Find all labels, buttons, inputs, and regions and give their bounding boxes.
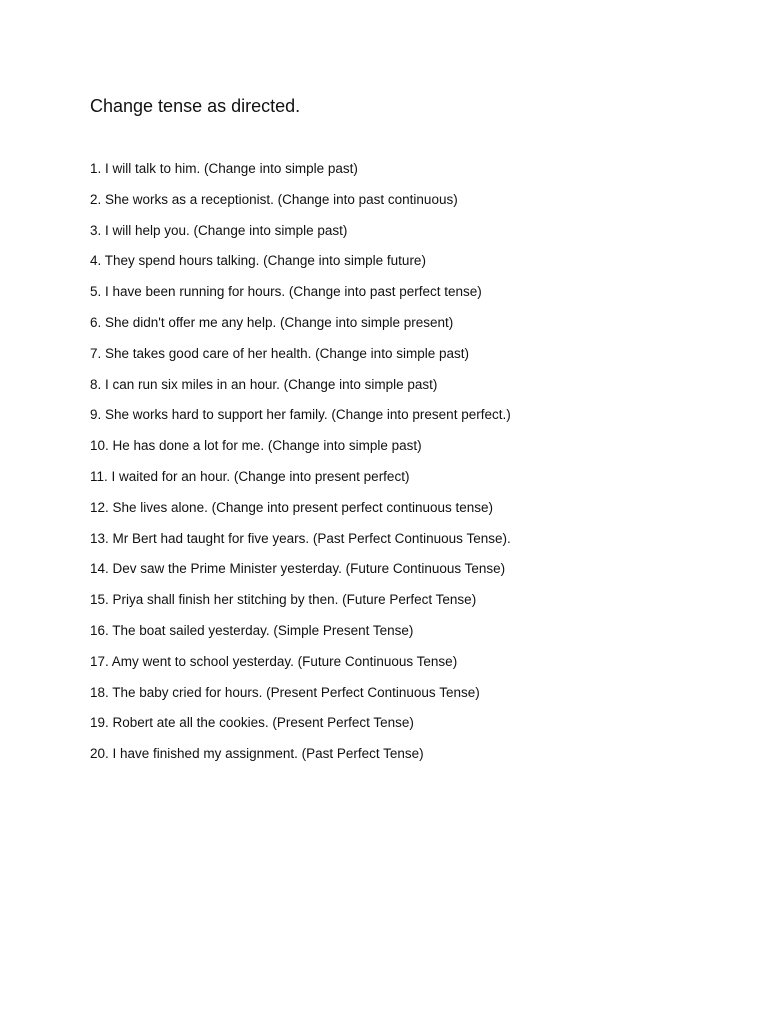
question-item: 12. She lives alone. (Change into present perfect continuous tense) [90,499,494,515]
question-item: 14. Dev saw the Prime Minister yesterday. (Future Continuous Tense) [90,561,506,577]
question-item: 8. I can run six miles in an hour. (Change into simple past) [90,376,438,392]
question-item: 15. Priya shall finish her stitching by then. (Future Perfect Tense) [90,592,477,608]
question-item: 6. She didn't offer me any help. (Change into simple present) [90,314,454,330]
question-item: 4. They spend hours talking. (Change into simple future) [90,253,426,269]
question-item: 3. I will help you. (Change into simple past) [90,222,348,238]
question-list [90,158,511,774]
question-item: 9. She works hard to support her family. (Change into present perfect.) [90,407,511,423]
question-item: 20. I have finished my assignment. (Past Perfect Tense) [90,746,424,762]
page-title: Change tense as directed. [90,96,301,116]
question-item: 1. I will talk to him. (Change into simple past) [90,161,358,176]
question-item: 2. She works as a receptionist. (Change into past continuous) [90,191,458,207]
question-item: 11. I waited for an hour. (Change into present perfect) [90,468,410,484]
question-item: 17. Amy went to school yesterday. (Future Continuous Tense) [90,653,458,669]
question-item: 19. Robert ate all the cookies. (Present Perfect Tense) [90,715,414,731]
question-item: 5. I have been running for hours. (Change into past perfect tense) [90,284,482,300]
question-item: 16. The boat sailed yesterday. (Simple Present Tense) [90,622,414,638]
question-item: 7. She takes good care of her health. (Change into simple past) [90,345,469,361]
question-item: 18. The baby cried for hours. (Present Perfect Continuous Tense) [90,684,480,700]
question-item: 10. He has done a lot for me. (Change into simple past) [90,438,422,454]
question-item: 13. Mr Bert had taught for five years. (Past Perfect Continuous Tense). [90,530,511,546]
